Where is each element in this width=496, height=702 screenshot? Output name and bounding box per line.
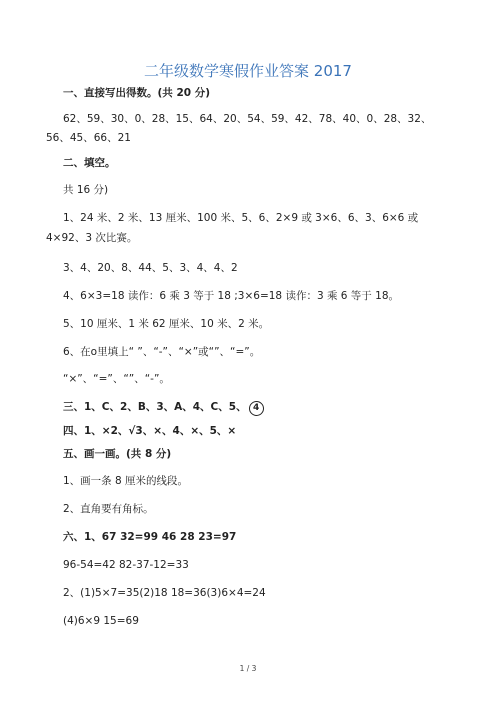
section-2-item-6-answer: “×”、“=”、“”、“-”。 <box>63 373 170 385</box>
section-2-item-1a: 1、24 米、2 米、13 厘米、100 米、5、6、2×9 或 3×6、6、3、6×6 或 <box>63 212 419 224</box>
section-6-line-3: 2、(1)5×7=35(2)18 18=36(3)6×4=24 <box>63 587 266 599</box>
section-2-heading: 二、填空。 <box>63 157 116 169</box>
section-6-heading: 六、1、67 32=99 46 28 23=97 <box>63 531 237 543</box>
section-2-item-6: 6、在o里填上“ ”、“-”、“×”或“”、“=”。 <box>63 346 261 358</box>
section-2-item-4: 4、6×3=18 读作：6 乘 3 等于 18 ;3×6=18 读作：3 乘 6 等于 18。 <box>63 290 400 302</box>
section-2-score: 共 16 分) <box>63 184 109 196</box>
section-2-item-1b: 4×92、3 次比赛。 <box>46 232 138 244</box>
section-1-answers-line-2: 56、45、66、21 <box>46 132 131 144</box>
circled-number: 4 <box>249 401 264 416</box>
section-5-heading: 五、画一画。(共 8 分) <box>63 448 172 460</box>
section-3-heading <box>63 400 264 416</box>
section-1-heading: 一、直接写出得数。(共 20 分) <box>63 87 211 99</box>
page-number: 1 / 3 <box>239 664 257 673</box>
section-6-line-4: (4)6×9 15=69 <box>63 615 139 627</box>
section-1-answers-line-1: 62、59、30、0、28、15、64、20、54、59、42、78、40、0、28、32、 <box>63 113 432 125</box>
section-2-item-3: 3、4、20、8、44、5、3、4、4、2 <box>63 262 238 274</box>
section-4-heading: 四、1、×2、√3、×、4、×、5、× <box>63 425 237 437</box>
page-title: 二年级数学寒假作业答案 2017 <box>144 62 352 80</box>
section-2-item-5: 5、10 厘米、1 米 62 厘米、10 米、2 米。 <box>63 318 270 330</box>
section-3-answers: 三、1、C、2、B、3、A、4、C、5、 <box>63 401 247 413</box>
section-5-item-1: 1、画一条 8 厘米的线段。 <box>63 475 189 487</box>
section-6-line-2: 96-54=42 82-37-12=33 <box>63 559 189 571</box>
section-5-item-2: 2、直角要有角标。 <box>63 503 154 515</box>
